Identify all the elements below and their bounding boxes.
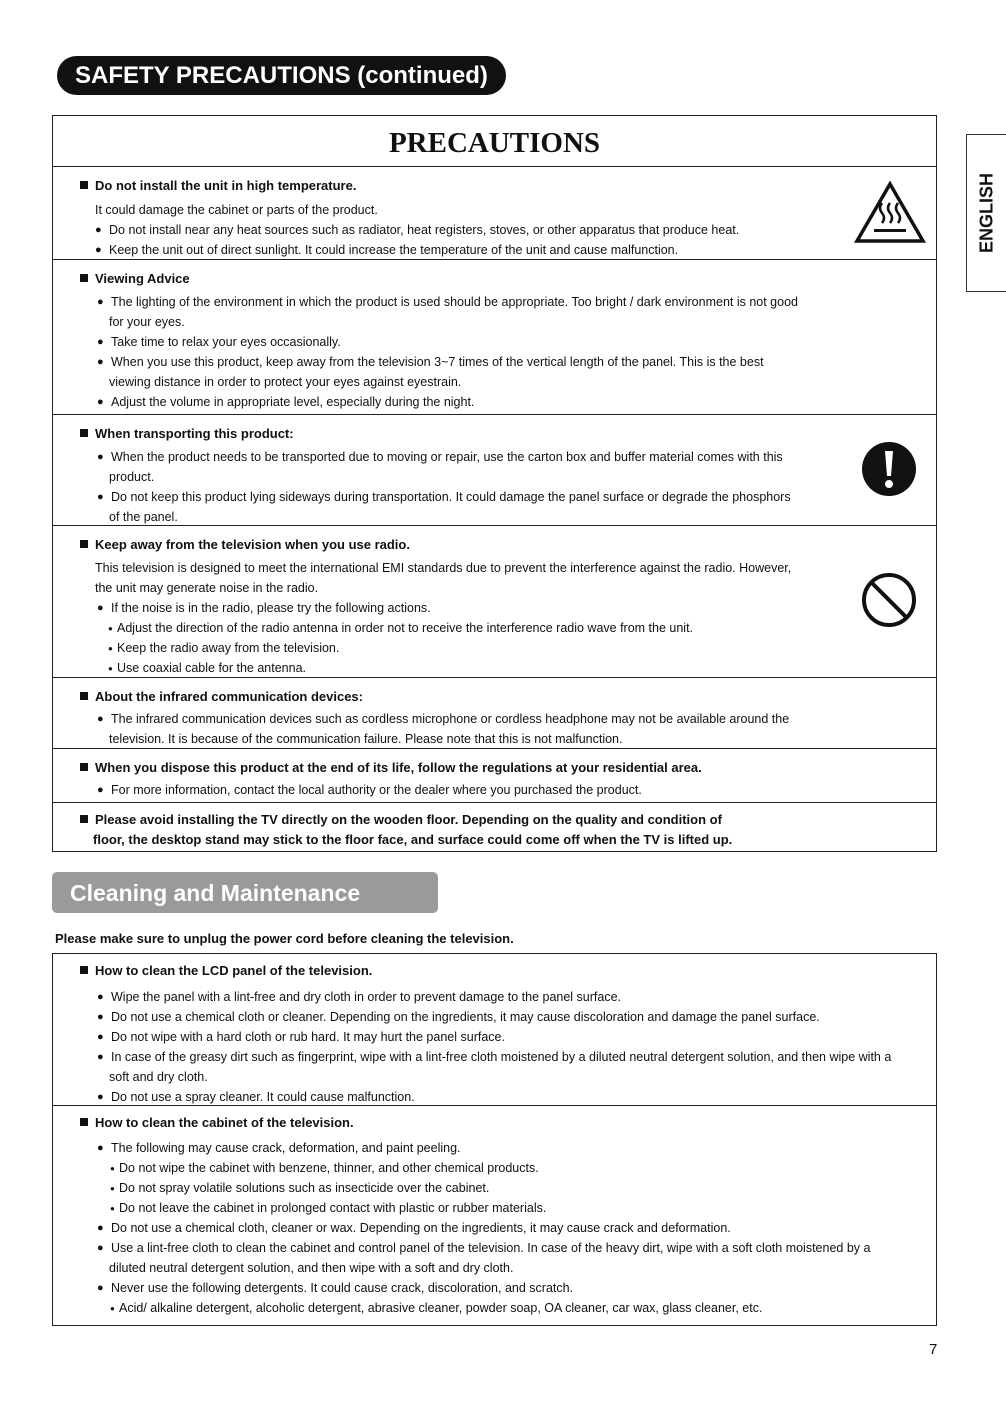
- list-item-continued: television. It is because of the communication failure. Please note that this is not malfunction.: [109, 732, 623, 746]
- section-infrared: [53, 678, 936, 749]
- list-item-continued: for your eyes.: [109, 315, 185, 329]
- list-item: ● Do not use a spray cleaner. It could cause malfunction.: [97, 1090, 415, 1104]
- hot-surface-warning-icon: [854, 181, 926, 245]
- section-heading-continued: floor, the desktop stand may stick to the floor face, and surface could come off when the TV is lifted up.: [93, 832, 733, 847]
- prohibited-icon: [861, 572, 917, 628]
- list-item: ● Keep the unit out of direct sunlight. It could increase the temperature of the unit and cause malfunction.: [95, 243, 679, 257]
- list-item-continued: product.: [109, 470, 155, 484]
- precautions-title: PRECAUTIONS: [53, 116, 936, 167]
- language-tab: [966, 134, 1006, 292]
- list-item: ● Do not use a chemical cloth or cleaner. Depending on the ingredients, it may cause discoloration and damage the panel surface.: [97, 1010, 820, 1024]
- precautions-box: [52, 115, 937, 852]
- intro-text: It could damage the cabinet or parts of the product.: [95, 203, 378, 217]
- sub-list-item: ● Use coaxial cable for the antenna.: [108, 661, 307, 675]
- section-heading: About the infrared communication devices:: [80, 687, 363, 707]
- section-wooden-floor: [53, 803, 936, 853]
- section-clean-lcd: [53, 954, 936, 1106]
- list-item-continued: diluted neutral detergent solution, and then wipe with a soft and dry cloth.: [109, 1261, 514, 1275]
- list-item: ● The lighting of the environment in which the product is used should be appropriate. Too bright / dark environment is not good: [97, 295, 798, 309]
- section-clean-cabinet: [53, 1106, 936, 1324]
- unplug-note: Please make sure to unplug the power cord before cleaning the television.: [55, 931, 514, 946]
- page-number: 7: [929, 1341, 938, 1358]
- section-high-temperature: [53, 167, 936, 260]
- list-item: ● Take time to relax your eyes occasionally.: [97, 335, 341, 349]
- sub-list-item: ● Do not spray volatile solutions such as insecticide over the cabinet.: [110, 1181, 490, 1195]
- list-item: ● Do not keep this product lying sideways during transportation. It could damage the panel surface or degrade the phosphors: [97, 490, 791, 504]
- section-heading: How to clean the LCD panel of the television.: [80, 961, 372, 981]
- section-disposal: [53, 749, 936, 803]
- list-item: ● The infrared communication devices such as cordless microphone or cordless headphone may not be available around the: [97, 712, 790, 726]
- list-item: ● When the product needs to be transported due to moving or repair, use the carton box and buffer material comes with this: [97, 450, 783, 464]
- list-item: ● When you use this product, keep away from the television 3~7 times of the vertical length of the panel. This is the best: [97, 355, 764, 369]
- list-item-continued: soft and dry cloth.: [109, 1070, 208, 1084]
- list-item: ● The following may cause crack, deformation, and paint peeling.: [97, 1141, 461, 1155]
- intro-text: This television is designed to meet the international EMI standards due to prevent the interference against the radio. However,: [95, 561, 792, 575]
- section-radio: [53, 526, 936, 678]
- section-heading: When you dispose this product at the end of its life, follow the regulations at your residential area.: [80, 758, 702, 778]
- intro-text: the unit may generate noise in the radio.: [95, 581, 319, 595]
- section-heading: Viewing Advice: [80, 269, 190, 289]
- page-title: SAFETY PRECAUTIONS (continued): [57, 56, 506, 95]
- list-item-continued: of the panel.: [109, 510, 178, 524]
- list-item: ● In case of the greasy dirt such as fingerprint, wipe with a lint-free cloth moistened by a diluted neutral detergent solution, and then wipe with a: [97, 1050, 892, 1064]
- list-item: ● Use a lint-free cloth to clean the cabinet and control panel of the television. In case of the heavy dirt, wipe with a soft cloth moistened by a: [97, 1241, 871, 1255]
- section-heading: How to clean the cabinet of the television.: [80, 1113, 354, 1133]
- sub-list-item: ● Do not wipe the cabinet with benzene, thinner, and other chemical products.: [110, 1161, 539, 1175]
- language-label: ENGLISH: [976, 172, 996, 254]
- list-item: ● Never use the following detergents. It could cause crack, discoloration, and scratch.: [97, 1281, 574, 1295]
- sub-list-item: ● Do not leave the cabinet in prolonged contact with plastic or rubber materials.: [110, 1201, 547, 1215]
- section-heading: Keep away from the television when you use radio.: [80, 535, 410, 555]
- list-item: ● Wipe the panel with a lint-free and dry cloth in order to prevent damage to the panel surface.: [97, 990, 622, 1004]
- list-item: ● For more information, contact the local authority or the dealer where you purchased the product.: [97, 783, 642, 797]
- sub-list-item: ● Adjust the direction of the radio antenna in order not to receive the interference radio wave from the unit.: [108, 621, 694, 635]
- cleaning-box: [52, 953, 937, 1326]
- section-heading: Please avoid installing the TV directly on the wooden floor. Depending on the quality and condition of: [80, 810, 722, 830]
- cleaning-title: Cleaning and Maintenance: [52, 872, 438, 913]
- sub-list-item: ● Keep the radio away from the television.: [108, 641, 340, 655]
- section-heading: When transporting this product:: [80, 424, 294, 444]
- section-transporting: [53, 415, 936, 526]
- list-item: ● Adjust the volume in appropriate level, especially during the night.: [97, 395, 475, 409]
- sub-list-item: ● Acid/ alkaline detergent, alcoholic detergent, abrasive cleaner, powder soap, OA cleaner, car wax, glass cleaner, etc.: [110, 1301, 763, 1315]
- list-item: ● Do not wipe with a hard cloth or rub hard. It may hurt the panel surface.: [97, 1030, 505, 1044]
- list-item-continued: viewing distance in order to protect your eyes against eyestrain.: [109, 375, 462, 389]
- exclamation-icon: [861, 441, 917, 497]
- list-item: ● Do not use a chemical cloth, cleaner or wax. Depending on the ingredients, it may cause crack and deformation.: [97, 1221, 731, 1235]
- list-item: ● If the noise is in the radio, please try the following actions.: [97, 601, 431, 615]
- list-item: ● Do not install near any heat sources such as radiator, heat registers, stoves, or other apparatus that produce heat.: [95, 223, 740, 237]
- section-heading: Do not install the unit in high temperature.: [80, 176, 356, 196]
- section-viewing-advice: [53, 260, 936, 415]
